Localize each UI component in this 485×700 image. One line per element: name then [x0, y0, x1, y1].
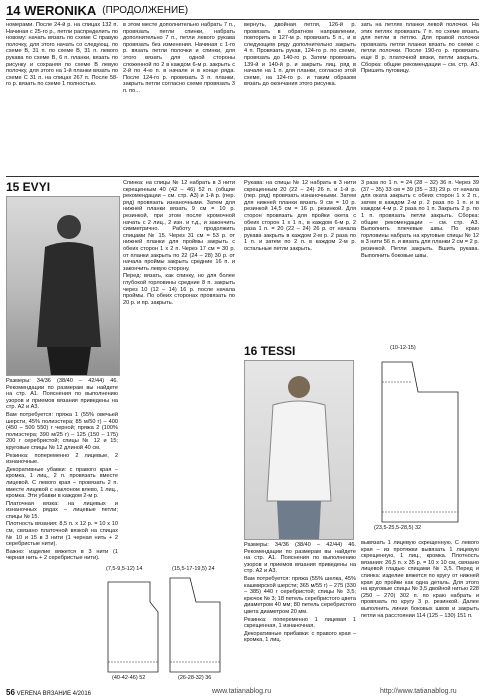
page-number: 56 [6, 688, 15, 697]
evyi-density: Плотность вязания: 8,5 п. x 12 р. = 10 x 10 см, связано платочной вязкой на спицах № 10 и 15 в 3 нити (1 черная нить + 2 серебристые нити). [6, 521, 118, 548]
tessi-photo [244, 360, 354, 540]
top-col-2: в этом месте дополнительно набрать 7 п., провязать петли спинки, набрать дополнительно 7 п., петли левого рукава провязать без изменения. Начиная с 1-го р. вязать петли полочки и спинки, для этого вязать для одной стороны сложенной по 2 в каждом 6-м р. закрыть с 2-й по 4-ю п. в начале и в конце ряда. После 124-го р. провязать 3 п. планки, закрыть петли согласно схеме провязать 3 п. по... [123, 22, 235, 94]
tessi-sizes: Размеры: 34/36 (38/40 – 42/44) 46. Рекомендации по размерам вы найдете на стр. А1. Пояснения по выполнению узоров и приемов вязания приведены на стр. А2 и А3. [244, 542, 356, 575]
model-silhouette-icon [245, 361, 353, 539]
model-silhouette-icon [7, 197, 119, 375]
evyi-materials: Вам потребуется: пряжа 1 (55% овечьей шерсти, 45% полиэстера; 85 м/50 г) – 400 (450 – 500 550) г черной; пряжа 2 (100% полиэстера; 390 м/25 г) – 125 (150 – 175) 200 г серебристой; спицы № 12 и 15; круговые спицы № 12 длиной 40 см. [6, 411, 118, 451]
evyi-rib: Резинка: попеременно 2 лицевые, 2 изнаночные. [6, 452, 118, 466]
tessi-label-1: (10-12-15) [390, 345, 416, 351]
evyi-back: Спинка: на спицы № 12 набрать в 3 нити скрещенным 40 (42 – 46) 52 п. (общие рекомендации – см. стр. А3) и 1-й р. (пер. ряд) провязать изнаночными. Затем для нижней планки вязать 9 см = 10 р. резинкой, при этом после кромочной начать с 2 лиц., 2 изн. и т.д., и закончить симметрично. Работу продолжить спицами № 15. Через 31 см = 53 р. от нижней планки для проймы закрыть с обеих сторон 1 х 2 п. Через 17 см = 30 р. от планки закрыть по 22 (24 – 28) 30 р. от начала проймы закрыть средние 16 п. и закончить левую сторону. [123, 180, 235, 272]
top-col-4: зать на петлях планки левой полочки. На этих петлях провязать 7 п. по схеме вязать для петли в петлю. Для правой полочки провязать петли планки вязать по схеме с петли полочки. После 190-го р. провязать еще 8 р. платочной вязки, петли закрыть. Сборка: общие рекомендации – см. стр. А3. Пришить пуговицу. [361, 22, 479, 75]
evyi-label-3: (40-42-46) 52 [112, 675, 146, 681]
page-footer [6, 688, 91, 697]
tessi-title: 16 TESSI [244, 344, 296, 358]
tessi-label-2: (23,5-25,5-28,5) 32 [374, 525, 422, 531]
evyi-label-4: (26-28-32) 36 [178, 675, 212, 681]
watermark-2: http://www.tatianablog.ru [380, 688, 457, 695]
tessi-decor: Декоративные прибавки: с правого края – кромка, 1 лиц. [244, 630, 356, 644]
top-col-1: номерами. После 24-й р. на спицах 132 п. Начиная с 25-го р., петли распределить по новому: начать вязать по схеме С правую полочку, для этого начать со следующ. по схеме В, 31 п. по схеме В, 31 п. левого рукава по схеме В, 6 п. планки, вязать по рисунку и сохраняя по схеме В левую полочку, для этого на 1-й планки вязать по схеме С 31 п. на спицах 267 п. После 58-го р. вязать по схеме 1 полностью. [6, 22, 118, 88]
evyi-decor: Декоративные убавки: с правого края – кромка, 1 лиц., 2 п. провязать вместе лицевой. С левого края – провязать 2 п. вместе лицевой с наклоном влево, 1 лиц., кромка. Эти убавки в каждом 2-м р. [6, 466, 118, 500]
header-title: 14 WERONIKA [6, 2, 97, 18]
evyi-notes: Важно: изделие вяжется в 3 нити (1 черная нить + 2 серебристые нити). [6, 548, 118, 562]
tessi-schematic [362, 352, 479, 532]
section-rule [6, 176, 479, 177]
evyi-col-2 [123, 180, 235, 570]
evyi-col-4: 3 раза по 1 п. = 24 (28 – 32) 36 п. Через 39 (37 – 35) 33 см = 39 (35 – 33) 29 р. от начала для оката закрыть с обеих сторон 1 х 2 п., затем в каждом 2-м р. 2 раза по 1 п. и в каждом 4-м р. 2 раза по 1 п. Закрыть 2 р. по 1 п. провязать петли закрыть. Сборка: общие рекомендации – см. стр. А3. Выполнить плечевые швы. По краю горловины набрать на круговые спицы № 12 в 3 нити 56 п. и вязать для планки 2 см = 2 р. резинкой. Петли закрыть. Вшить рукава. Выполнить боковые швы. [361, 180, 479, 259]
header-subtitle: (ПРОДОЛЖЕНИЕ) [102, 4, 189, 16]
watermark-1: www.tatianablog.ru [212, 688, 272, 695]
footer-text: VERENA ВЯЗАНИЕ 4/2016 [16, 691, 92, 697]
header-rule [6, 19, 479, 20]
tessi-rib: Резинка: попеременно 1 лицевая 1 скрещенная, 1 изнаночная. [244, 616, 356, 630]
page-header [6, 2, 188, 18]
evyi-col-1 [6, 378, 118, 568]
evyi-col-3: Рукава: на спицы № 12 набрать в 3 нити скрещенным 20 (22 – 24) 26 п. и 1-й р. (пер. ряд) провязать изнаночными. Затем для нижней планки вязать 9 см = 10 р. резинкой 14,5 см = 16 р. резинкой. Для сторон провязать для пройки окета с обеих сторон 1 х 1 п., в каждом 6-м р. 2 раза 1 п. = 20 (22 – 24) 26 р. от начала рукава закрыть в каждом 2-м р. 2 раза по 1 п. и затем по 2 п. в каждом 2-м р. остальные петли закрыть. [244, 180, 356, 252]
evyi-label-1: (7,5-9,5-12) 14 [106, 566, 143, 572]
top-col-3: вернуть, двойная петля, 126-й р. провязать в обратном направлении, повторить в 127-м р. провязать 5 п., и в следующем ряду дополнительно закрыть 4 п. Провязать рукав, 124-го р. по схеме, провязать до 140-го р. Затем провязать 139-й и 140-й р. и закрыть лиц. ряд в начале на 1 п. для планки, согласно этой схеме, на 124-го р. и таким образом вязать до окончания этого рисунка. [244, 22, 356, 88]
evyi-photo [6, 196, 120, 376]
evyi-title: 15 EVYI [6, 180, 51, 194]
evyi-front: Перед: вязать, как спинку, но для более глубокой горловины средние 8 п. закрыть через 10 (12 – 14) 16 р. после начала проймы. По обеих сторонах провязать по 20 р. и пр. закрыть. [123, 273, 235, 306]
evyi-sizes: Размеры: 34/36 (38/40 – 42/44) 46. Рекомендации по размерам вы найдете на стр. А1. Пояснения по выполнению узоров и приемов вязания приведены на стр. А2 и А3. [6, 378, 118, 411]
tessi-materials: Вам потребуется: пряжа (55% шелка, 45% кашмирской шерсти; 365 м/55 г) – 275 (330 – 385) 440 г серебристой; спицы № 3,5; крючок № 3; 18 петель серебристого цвета диаметром 40 мм; 80 петель серебристого цвета диаметром 20 мм. [244, 575, 356, 615]
tessi-col-1 [244, 542, 356, 687]
evyi-schematic [100, 572, 240, 684]
tessi-col-2: вывязать 1 лицевую скрещенную. С левого края – из протяжки вывязать 1 лицевую скрещенную, 1 лиц., кромка. Плотность вязания: 26,5 п. x 35 р. = 10 x 10 см, связано лицевой гладью спицами № 3,5. Перед и спинка: изделие вяжется по кругу от нижней края до пройки как одна деталь. Для этого на круговые спицы № 3,5 двойной нитью 228 (250 – 270) 302 п. по краю набрать и провязать по кругу 3 р. резинкой. Далее выполнить линии боковых швов и закрыть петли на расстоянии 114 (125 – 130) 151 п. [361, 540, 479, 619]
evyi-label-2: (15,5-17-19,5) 24 [172, 566, 215, 572]
evyi-plat: Платочная вязка: на лицевых и изнаночных рядах – лицевые петли; спицы № 15. [6, 500, 118, 520]
